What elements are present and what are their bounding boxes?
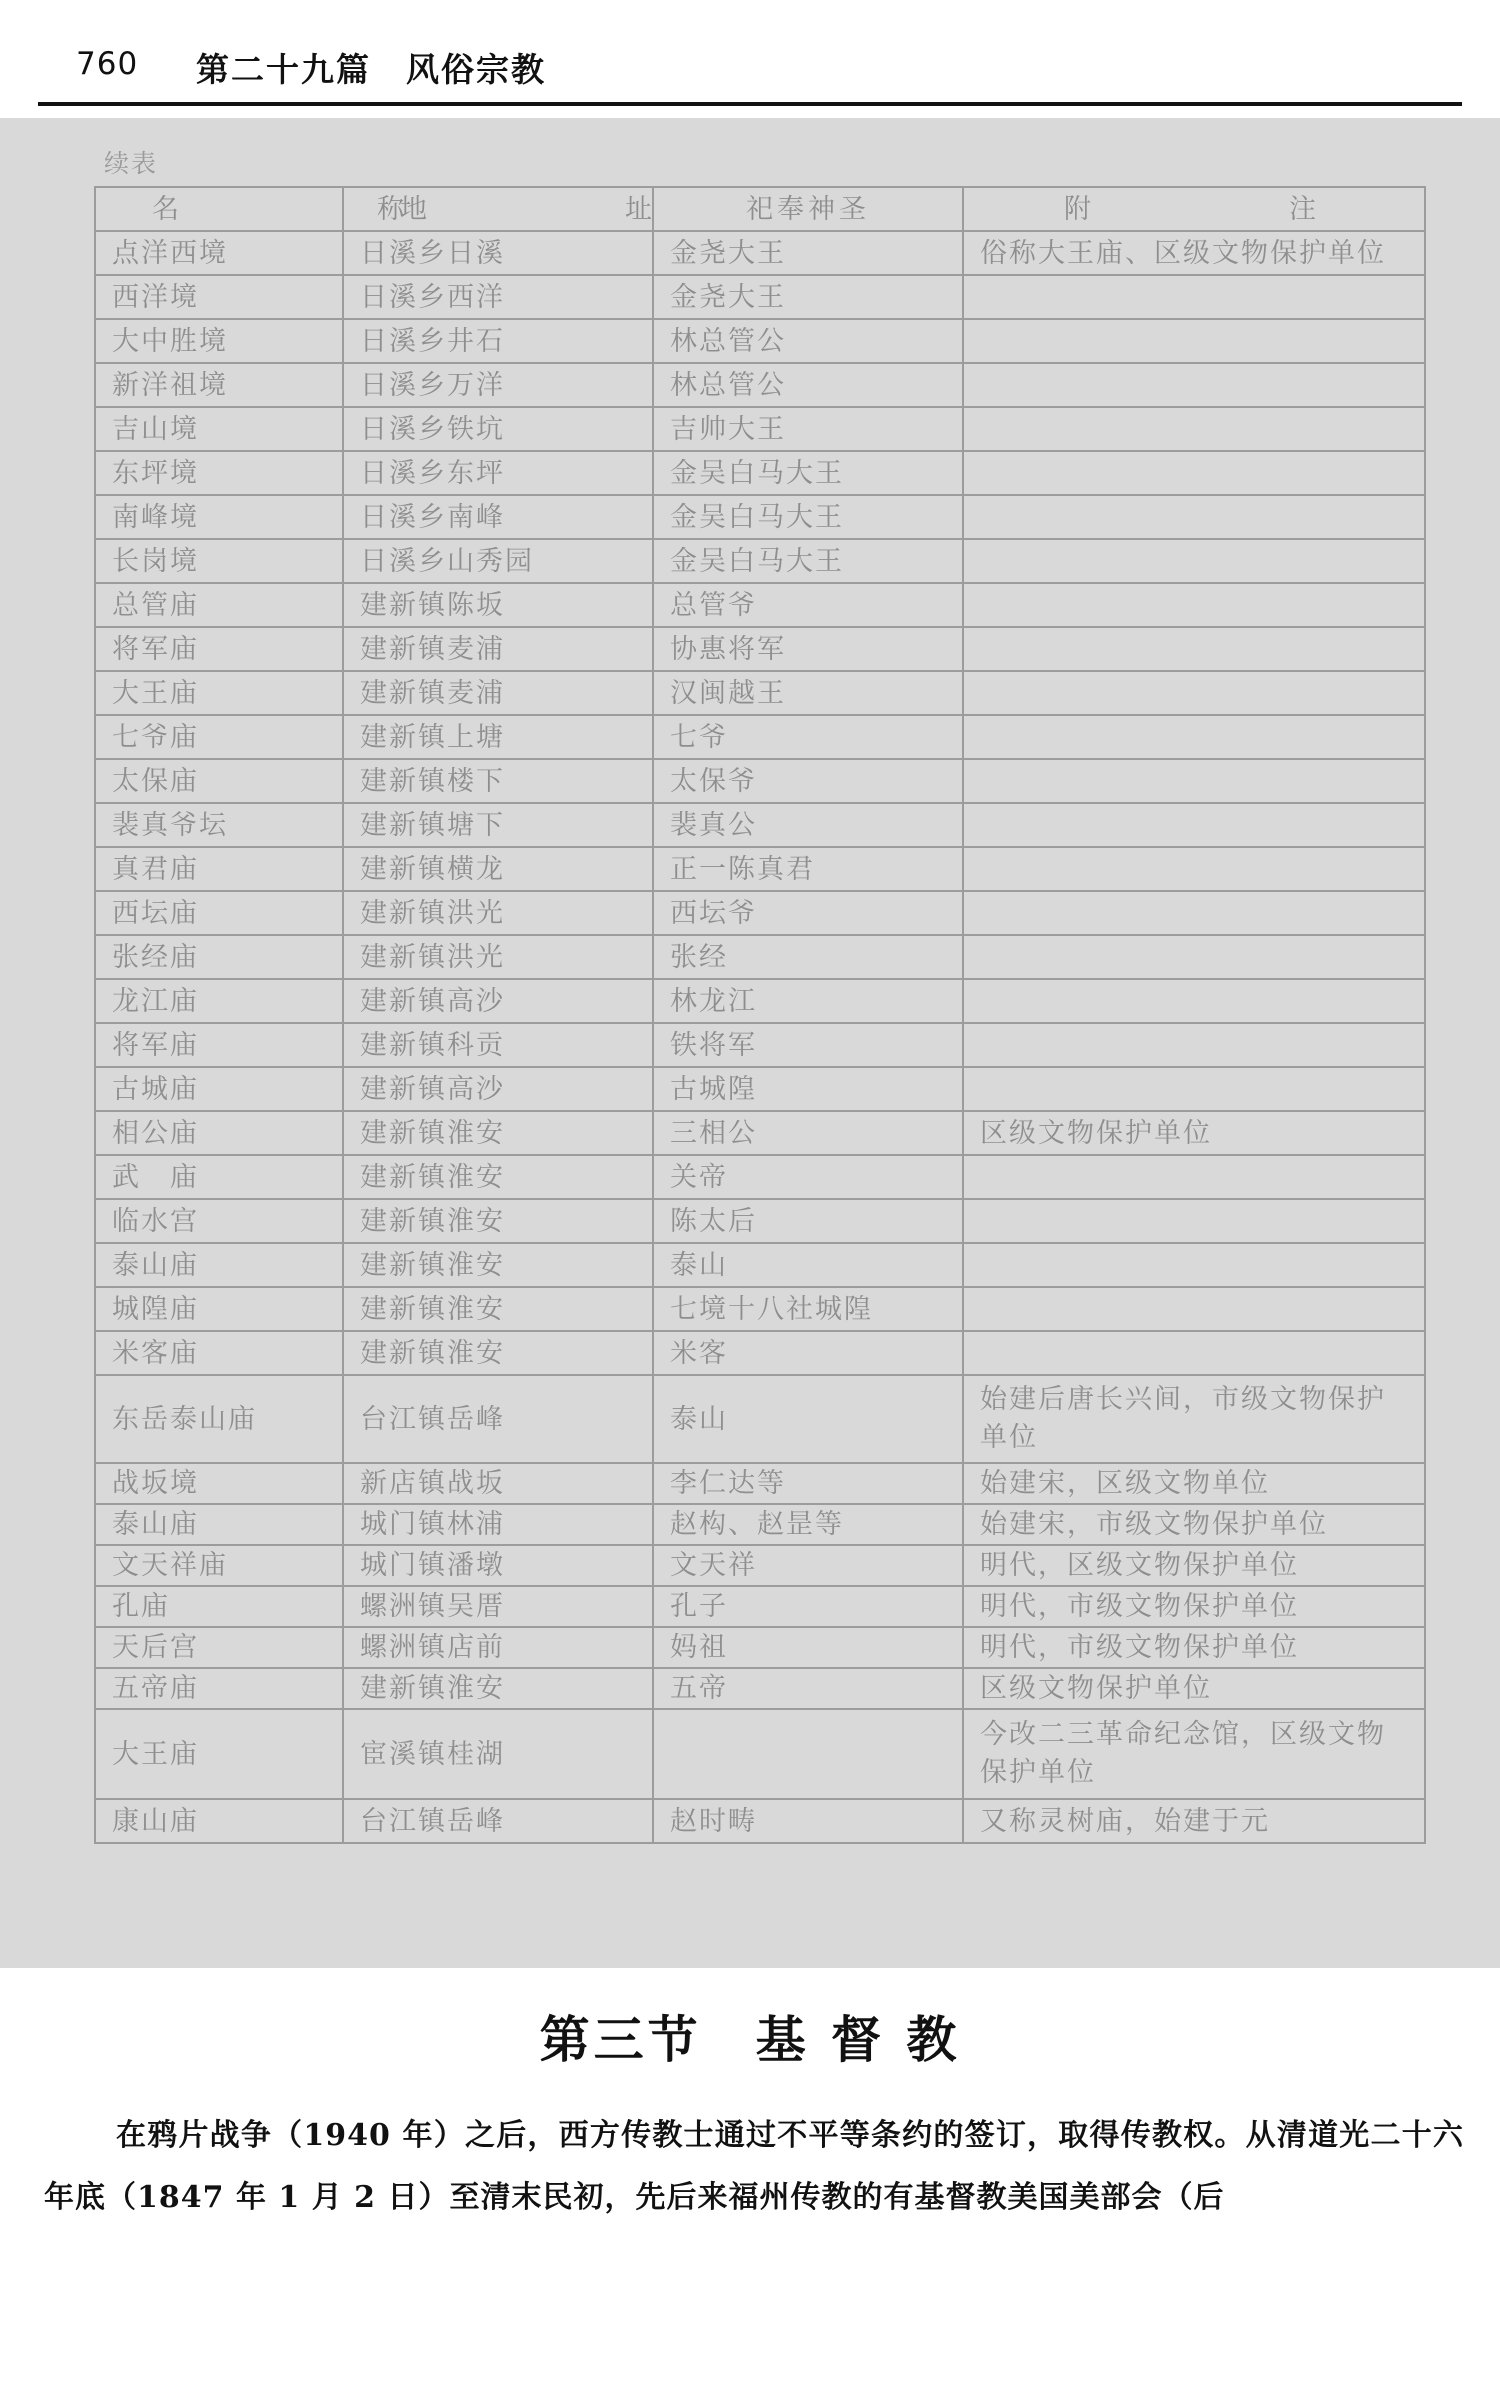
table-row [95,1243,1425,1287]
cell-notes [963,759,1425,803]
cell-deity: 金吴白马大王 [653,539,963,583]
table-row [95,363,1425,407]
header-rule [38,102,1462,106]
table-row [95,979,1425,1023]
cell-address: 日溪乡南峰 [343,495,653,539]
cell-deity [653,1709,963,1799]
cell-address: 建新镇淮安 [343,1287,653,1331]
cell-address: 建新镇陈坂 [343,583,653,627]
cell-name: 大中胜境 [95,319,343,363]
cell-notes: 始建宋，市级文物保护单位 [963,1504,1425,1545]
cell-address: 日溪乡日溪 [343,231,653,275]
cell-address: 建新镇淮安 [343,1155,653,1199]
cell-deity: 古城隍 [653,1067,963,1111]
table-row [95,319,1425,363]
cell-name: 古城庙 [95,1067,343,1111]
cell-deity: 西坛爷 [653,891,963,935]
cell-deity: 金尧大王 [653,231,963,275]
cell-name: 西坛庙 [95,891,343,935]
cell-name: 长岗境 [95,539,343,583]
cell-address: 建新镇淮安 [343,1331,653,1375]
cell-name: 武 庙 [95,1155,343,1199]
cell-address: 建新镇塘下 [343,803,653,847]
table-body [95,231,1425,1843]
table-row [95,1709,1425,1799]
table-row [95,627,1425,671]
cell-notes: 明代，区级文物保护单位 [963,1545,1425,1586]
cell-address: 建新镇洪光 [343,935,653,979]
cell-name: 天后宫 [95,1627,343,1668]
column-header-address: 地 址 [343,187,653,231]
cell-address: 建新镇淮安 [343,1199,653,1243]
cell-name: 点洋西境 [95,231,343,275]
table-row [95,715,1425,759]
cell-notes [963,1199,1425,1243]
cell-name: 大王庙 [95,671,343,715]
cell-name: 南峰境 [95,495,343,539]
cell-deity: 妈祖 [653,1627,963,1668]
cell-name: 龙江庙 [95,979,343,1023]
cell-notes: 始建宋，区级文物单位 [963,1463,1425,1504]
cell-name: 孔庙 [95,1586,343,1627]
cell-deity: 林龙江 [653,979,963,1023]
cell-address: 建新镇高沙 [343,1067,653,1111]
cell-address: 城门镇潘墩 [343,1545,653,1586]
cell-address: 建新镇麦浦 [343,671,653,715]
table-row [95,1586,1425,1627]
cell-notes: 始建后唐长兴间，市级文物保护单位 [963,1375,1425,1463]
cell-notes: 俗称大王庙、区级文物保护单位 [963,231,1425,275]
cell-name: 将军庙 [95,1023,343,1067]
table-row [95,1545,1425,1586]
table-row [95,539,1425,583]
cell-notes [963,979,1425,1023]
column-header-deity: 祀奉神圣 [653,187,963,231]
cell-notes [963,1331,1425,1375]
cell-name: 将军庙 [95,627,343,671]
cell-name: 五帝庙 [95,1668,343,1709]
cell-address: 建新镇楼下 [343,759,653,803]
cell-notes: 明代，市级文物保护单位 [963,1586,1425,1627]
cell-deity: 太保爷 [653,759,963,803]
page-number: 760 [76,46,139,82]
cell-deity: 米客 [653,1331,963,1375]
cell-deity: 总管爷 [653,583,963,627]
cell-notes [963,1287,1425,1331]
cell-address: 台江镇岳峰 [343,1375,653,1463]
cell-address: 宦溪镇桂湖 [343,1709,653,1799]
cell-deity: 七境十八社城隍 [653,1287,963,1331]
table-row [95,1504,1425,1545]
cell-deity: 赵时畴 [653,1799,963,1843]
table-row [95,275,1425,319]
table-row [95,495,1425,539]
cell-name: 大王庙 [95,1709,343,1799]
table-row [95,1067,1425,1111]
cell-deity: 七爷 [653,715,963,759]
cell-deity: 林总管公 [653,363,963,407]
table-row [95,671,1425,715]
table-header-row [95,187,1425,231]
table-row [95,231,1425,275]
cell-deity: 林总管公 [653,319,963,363]
cell-name: 城隍庙 [95,1287,343,1331]
cell-notes [963,583,1425,627]
cell-address: 日溪乡东坪 [343,451,653,495]
cell-notes [963,803,1425,847]
cell-deity: 三相公 [653,1111,963,1155]
cell-deity: 金吴白马大王 [653,495,963,539]
cell-name: 张经庙 [95,935,343,979]
cell-name: 裴真爷坛 [95,803,343,847]
table-row [95,583,1425,627]
cell-deity: 协惠将军 [653,627,963,671]
continuation-label: 续表 [104,149,159,178]
cell-address: 建新镇淮安 [343,1668,653,1709]
table-row [95,1287,1425,1331]
cell-address: 日溪乡井石 [343,319,653,363]
cell-notes: 区级文物保护单位 [963,1668,1425,1709]
table-row [95,891,1425,935]
cell-deity: 张经 [653,935,963,979]
cell-address: 建新镇淮安 [343,1111,653,1155]
cell-name: 战坂境 [95,1463,343,1504]
cell-deity: 裴真公 [653,803,963,847]
cell-notes [963,539,1425,583]
cell-deity: 铁将军 [653,1023,963,1067]
cell-deity: 汉闽越王 [653,671,963,715]
cell-notes [963,935,1425,979]
cell-deity: 李仁达等 [653,1463,963,1504]
shrine-table [94,186,1426,1844]
cell-address: 螺洲镇吴厝 [343,1586,653,1627]
cell-notes: 今改二三革命纪念馆，区级文物保护单位 [963,1709,1425,1799]
cell-address: 螺洲镇店前 [343,1627,653,1668]
cell-deity: 赵构、赵昰等 [653,1504,963,1545]
cell-notes [963,451,1425,495]
table-row [95,803,1425,847]
cell-name: 泰山庙 [95,1243,343,1287]
cell-address: 建新镇高沙 [343,979,653,1023]
table-row [95,759,1425,803]
cell-name: 相公庙 [95,1111,343,1155]
cell-name: 泰山庙 [95,1504,343,1545]
table-row [95,847,1425,891]
cell-address: 日溪乡万洋 [343,363,653,407]
cell-address: 日溪乡山秀园 [343,539,653,583]
cell-notes [963,275,1425,319]
cell-deity: 关帝 [653,1155,963,1199]
cell-deity: 吉帅大王 [653,407,963,451]
cell-deity: 泰山 [653,1375,963,1463]
cell-notes [963,891,1425,935]
cell-notes [963,847,1425,891]
cell-notes: 明代，市级文物保护单位 [963,1627,1425,1668]
cell-notes [963,495,1425,539]
cell-notes [963,715,1425,759]
table-row [95,935,1425,979]
cell-address: 新店镇战坂 [343,1463,653,1504]
column-header-name: 名 称 [95,187,343,231]
table-row [95,1799,1425,1843]
cell-notes [963,671,1425,715]
cell-name: 西洋境 [95,275,343,319]
table-row [95,1111,1425,1155]
cell-notes [963,1067,1425,1111]
cell-name: 新洋祖境 [95,363,343,407]
cell-notes [963,1023,1425,1067]
cell-name: 文天祥庙 [95,1545,343,1586]
table-row [95,1463,1425,1504]
table-row [95,1375,1425,1463]
cell-deity: 金尧大王 [653,275,963,319]
cell-notes [963,407,1425,451]
section-title: 第三节 基 督 教 [539,2010,961,2069]
cell-address: 建新镇横龙 [343,847,653,891]
cell-notes [963,319,1425,363]
cell-address: 建新镇淮安 [343,1243,653,1287]
cell-address: 日溪乡西洋 [343,275,653,319]
cell-deity: 金吴白马大王 [653,451,963,495]
cell-address: 建新镇上塘 [343,715,653,759]
cell-notes: 又称灵树庙，始建于元 [963,1799,1425,1843]
cell-name: 七爷庙 [95,715,343,759]
cell-deity: 孔子 [653,1586,963,1627]
table-row [95,1331,1425,1375]
column-header-notes: 附 注 [963,187,1425,231]
table-row [95,1155,1425,1199]
cell-notes [963,1155,1425,1199]
cell-deity: 正一陈真君 [653,847,963,891]
cell-notes [963,1243,1425,1287]
page-header [38,40,1462,106]
cell-deity: 陈太后 [653,1199,963,1243]
cell-deity: 泰山 [653,1243,963,1287]
cell-deity: 五帝 [653,1668,963,1709]
cell-address: 台江镇岳峰 [343,1799,653,1843]
table-row [95,1199,1425,1243]
cell-address: 建新镇麦浦 [343,627,653,671]
cell-notes [963,363,1425,407]
cell-address: 日溪乡铁坑 [343,407,653,451]
cell-notes: 区级文物保护单位 [963,1111,1425,1155]
cell-address: 建新镇洪光 [343,891,653,935]
cell-address: 城门镇林浦 [343,1504,653,1545]
cell-name: 总管庙 [95,583,343,627]
table-row [95,1668,1425,1709]
cell-name: 东岳泰山庙 [95,1375,343,1463]
cell-name: 米客庙 [95,1331,343,1375]
cell-name: 太保庙 [95,759,343,803]
cell-address: 建新镇科贡 [343,1023,653,1067]
table-row [95,1627,1425,1668]
cell-deity: 文天祥 [653,1545,963,1586]
cell-name: 临水宫 [95,1199,343,1243]
cell-name: 真君庙 [95,847,343,891]
cell-name: 吉山境 [95,407,343,451]
cell-name: 东坪境 [95,451,343,495]
table-row [95,407,1425,451]
table-row [95,1023,1425,1067]
body-paragraph: 在鸦片战争（1940 年）之后，西方传教士通过不平等条约的签订，取得传教权。从清道光二十六年底（1847 年 1 月 2 日）至清末民初，先后来福州传教的有基督教美国美部会（后 [44,2118,1464,2215]
cell-notes [963,627,1425,671]
table-row [95,451,1425,495]
cell-name: 康山庙 [95,1799,343,1843]
chapter-title: 第二十九篇 风俗宗教 [196,50,546,89]
